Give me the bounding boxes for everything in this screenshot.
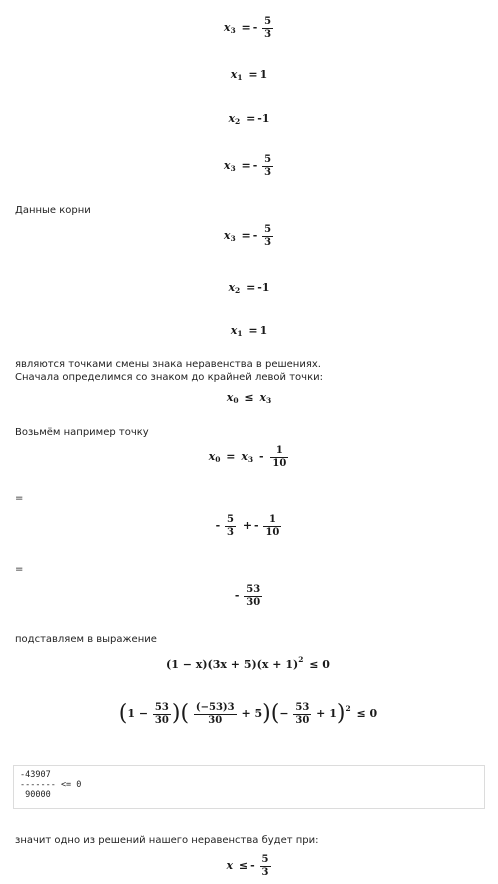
fraction: $\frac{53}{30}$ (295, 702, 310, 726)
result-fraction: - $\frac{53}{30}$ (234, 584, 261, 608)
text-sign-change: являются точками смены знака неравенства в решениях. Сначала определимся со знаком до крайней левой точки: (15, 359, 323, 383)
condition-x0-le-x3: $x_0 \le x_3$ (226, 391, 272, 405)
text-equals-2: = (15, 564, 24, 575)
fraction: $\frac{(-53)3}{30}$ (195, 702, 235, 726)
text-substitute: подставляем в выражение (15, 634, 157, 645)
point-definition: $x_0 = x_3$ - $\frac{1}{10}$ (208, 445, 287, 469)
listed-root-x2: $x_2 = -1$ (228, 281, 270, 295)
listed-root-x1: $x_1 = 1$ (230, 324, 268, 338)
root-x1: $x_1 = 1$ (230, 68, 268, 82)
fraction: $\frac{1}{10}$ (265, 514, 280, 538)
code-output-block: -43907 ------- <= 0 90000 (13, 765, 485, 809)
listed-root-x3: $x_3$ = - $\frac{5}{3}$ (223, 224, 272, 248)
fraction: $\frac{1}{10}$ (272, 445, 287, 469)
root-x2: $x_2 = -1$ (228, 112, 270, 126)
root-x3-first: $x_3$ = - $\frac{5}{3}$ (223, 16, 272, 40)
fraction: $\frac{5}{3}$ (227, 514, 234, 538)
fraction: $\frac{5}{3}$ (261, 854, 269, 878)
substituted-inequality: (1 − $\frac{53}{30}$ )( $\frac{(-53)3}{30}$ + 5)(− $\frac{53}{30}$ + 1)$^2$ ≤ 0 (118, 701, 378, 726)
inequality: $(1 - x)(3x + 5)(x + 1)^2 \le 0$ (166, 655, 330, 671)
sum-expression: - $\frac{5}{3}$ + - $\frac{1}{10}$ (215, 514, 280, 538)
fraction: $\frac{5}{3}$ (264, 224, 272, 248)
fraction: $\frac{5}{3}$ (264, 16, 272, 40)
fraction: $\frac{53}{30}$ (246, 584, 261, 608)
text-conclusion: значит одно из решений нашего неравенства будет при: (15, 835, 319, 846)
final-answer: x ≤ - $\frac{5}{3}$ (226, 854, 269, 878)
fraction: $\frac{53}{30}$ (154, 702, 169, 726)
text-take-point: Возьмём например точку (15, 427, 149, 438)
text-these-roots: Данные корни (15, 205, 91, 216)
text-equals-1: = (15, 493, 24, 504)
root-x3-second: $x_3$ = - $\frac{5}{3}$ (223, 154, 272, 178)
fraction: $\frac{5}{3}$ (264, 154, 272, 178)
